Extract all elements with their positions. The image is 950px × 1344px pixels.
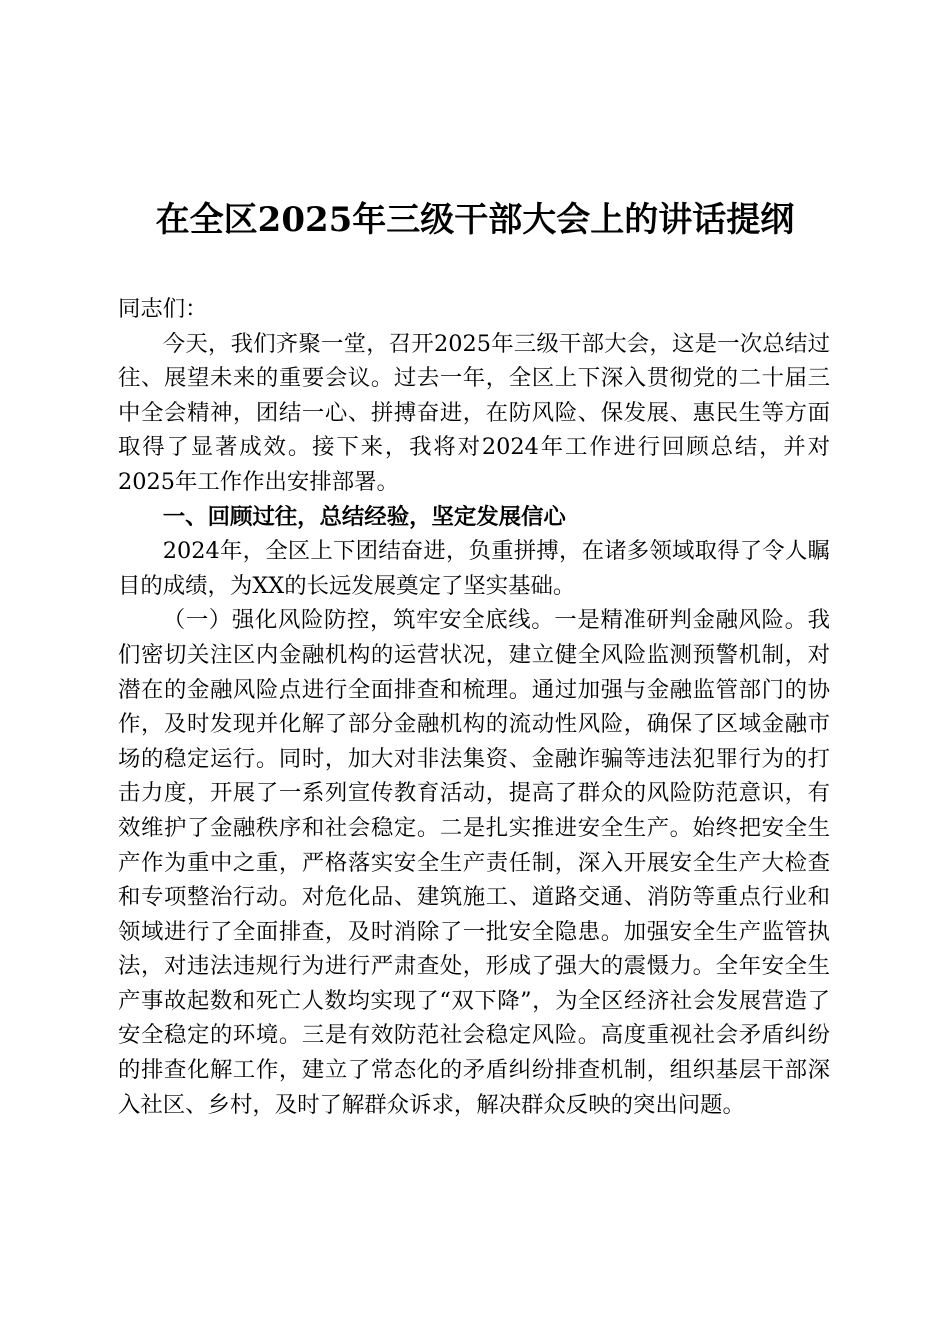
- section-heading: 一、回顾过往，总结经验，坚定发展信心: [162, 503, 566, 530]
- paragraph-risk-control: （一）强化风险防控，筑牢安全底线。一是精准研判金融风险。我们密切关注区内金融机构的运营状况，建立健全风险监测预警机制，对潜在的金融风险点进行全面排查和梳理。通过加强与金融监管部门的协作，及时发现并化解了部分金融机构的流动性风险，确保了区域金融市场的稳定运行。同时，加大对非法集资、金融诈骗等违法犯罪行为的打击力度，开展了一系列宣传教育活动，提高了群众的风险防范意识，有效维护了金融秩序和社会稳定。二是扎实推进安全生产。始终把安全生产作为重中之重，严格落实安全生产责任制，深入开展安全生产大检查和专项整治行动。对危化品、建筑施工、道路交通、消防等重点行业和领域进行了全面排查，及时消除了一批安全隐患。加强安全生产监管执法，对违法违规行为进行严肃查处，形成了强大的震慑力。全年安全生产事故起数和死亡人数均实现了“双下降”，为全区经济社会发展营造了安全稳定的环境。三是有效防范社会稳定风险。高度重视社会矛盾纠纷的排查化解工作，建立了常态化的矛盾纠纷排查机制，组织基层干部深入社区、乡村，及时了解群众诉求，解决群众反映的突出问题。: [118, 607, 830, 1118]
- document-title: 在全区2025年三级干部大会上的讲话提纲: [155, 200, 795, 240]
- document-body: [118, 292, 830, 1122]
- paragraph-intro: 今天，我们齐聚一堂，召开2025年三级干部大会，这是一次总结过往、展望未来的重要会议。过去一年，全区上下深入贯彻党的二十届三中全会精神，团结一心、拼搏奋进，在防风险、保发展、惠民生等方面取得了显著成效。接下来，我将对2024年工作进行回顾总结，并对2025年工作作出安排部署。: [118, 330, 830, 495]
- salutation: 同志们：: [118, 296, 208, 322]
- paragraph-review: 2024年，全区上下团结奋进，负重拼搏，在诸多领域取得了令人瞩目的成绩，为XX的长远发展奠定了坚实基础。: [118, 538, 830, 599]
